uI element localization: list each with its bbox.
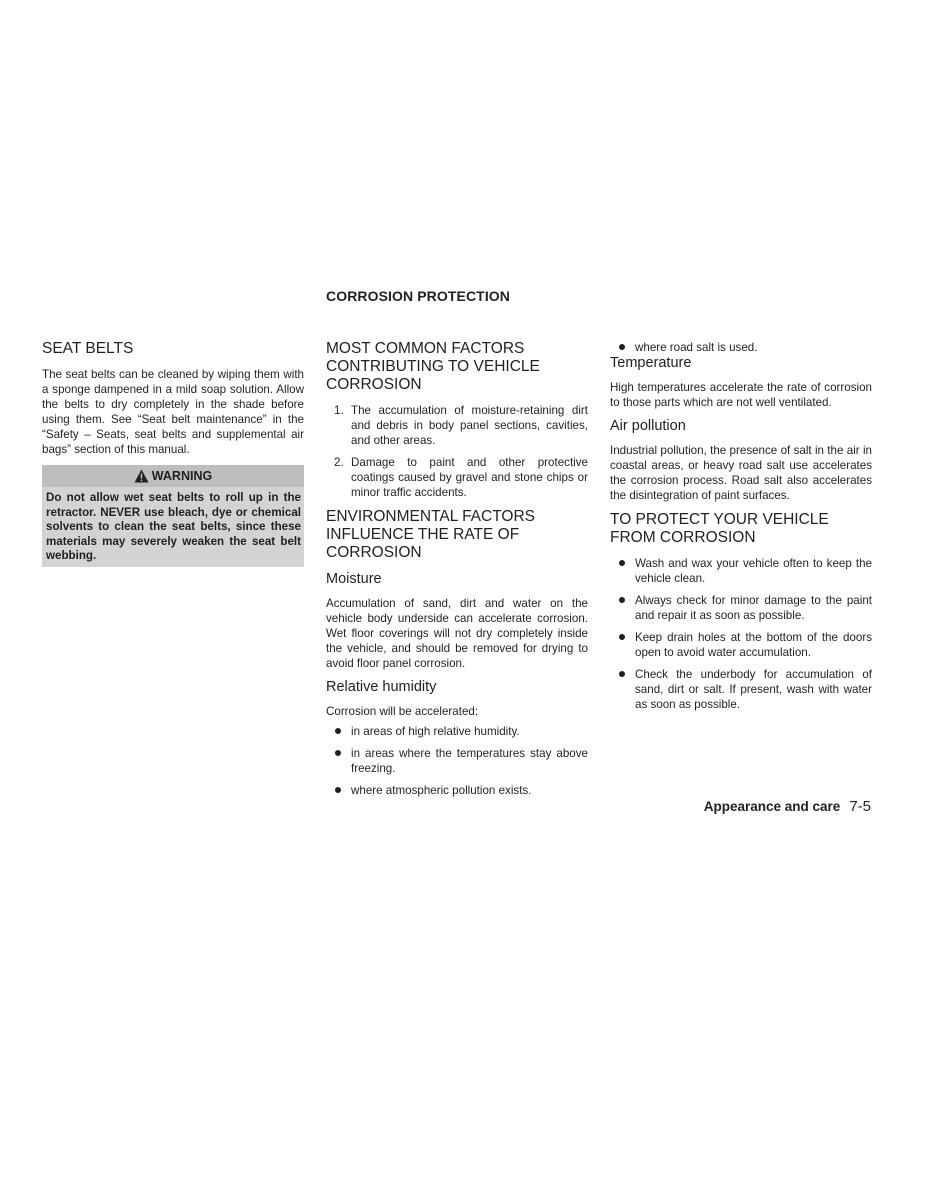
seat-belts-body: The seat belts can be cleaned by wiping them with a sponge dampened in a mild soap solution. Allow the belts to dry completely in the shade before using them. See “Seat belt maintenance” in the “Safety – Seats, seat belts and supplemental air bags” section of this manual. (42, 368, 304, 456)
list-item (326, 455, 588, 500)
air-pollution-heading: Air pollution (610, 418, 686, 434)
item-text: in areas where the temperatures stay above freezing. (351, 747, 588, 775)
warning-box (42, 465, 304, 567)
warning-label: WARNING (151, 469, 213, 483)
page-footer (704, 798, 871, 815)
bullet-dot-icon (619, 671, 625, 677)
bullet-dot-icon (335, 787, 341, 793)
bullet-dot-icon (619, 634, 625, 640)
footer-section-name: Appearance and care (703, 799, 841, 814)
item-text: where road salt is used. (635, 341, 758, 354)
humidity-intro: Corrosion will be accelerated: (326, 705, 479, 718)
bullet-dot-icon (335, 728, 341, 734)
column-environment (610, 340, 872, 720)
air-pollution-body: Industrial pollution, the presence of salt in the air in coastal areas, or heavy road salt use accelerates the corrosion process. Road salt also accelerates the disintegration of paint surfaces. (610, 444, 872, 502)
item-text: Always check for minor damage to the paint and repair it as soon as possible. (635, 594, 872, 622)
humidity-list (326, 724, 588, 798)
item-number: 2. (334, 456, 344, 469)
column-seat-belts (42, 340, 304, 567)
humidity-heading: Relative humidity (326, 679, 437, 695)
item-number: 1. (334, 404, 344, 417)
protect-list (610, 556, 872, 712)
seat-belts-heading: SEAT BELTS (42, 340, 134, 357)
item-text: Check the underbody for accumulation of sand, dirt or salt. If present, wash with water as soon as possible. (635, 668, 872, 711)
list-item (610, 593, 872, 623)
bullet-dot-icon (619, 597, 625, 603)
bullet-dot-icon (619, 344, 625, 350)
moisture-body: Accumulation of sand, dirt and water on the vehicle body underside can accelerate corrosion. Wet floor coverings will not dry completely inside the vehicle, and should be removed for drying to avoid floor panel corrosion. (326, 597, 588, 670)
temperature-body: High temperatures accelerate the rate of corrosion to those parts which are not well ventilated. (610, 381, 872, 409)
warning-text: Do not allow wet seat belts to roll up in the retractor. NEVER use bleach, dye or chemical solvents to clean the seat belts, since these materials may severely weaken the seat belt webbing. (46, 491, 301, 562)
bullet-dot-icon (335, 750, 341, 756)
warning-triangle-icon (134, 469, 149, 483)
list-item (610, 667, 872, 712)
item-text: Keep drain holes at the bottom of the doors open to avoid water accumulation. (635, 631, 872, 659)
bullet-dot-icon (619, 560, 625, 566)
list-item (326, 746, 588, 776)
item-text: where atmospheric pollution exists. (351, 784, 532, 797)
list-item (326, 783, 588, 798)
env-factors-heading: ENVIRONMENTAL FACTORS INFLUENCE THE RATE OF CORROSION (326, 508, 535, 561)
list-item (610, 556, 872, 586)
humidity-list-continued (610, 340, 872, 355)
common-factors-heading: MOST COMMON FACTORS CONTRIBUTING TO VEHICLE CORROSION (326, 340, 540, 393)
item-text: Damage to paint and other protective coatings caused by gravel and stone chips or minor traffic accidents. (351, 456, 588, 499)
section-title: CORROSION PROTECTION (326, 288, 511, 304)
page-number: 7-5 (849, 798, 871, 815)
temperature-heading: Temperature (610, 355, 692, 371)
item-text: in areas of high relative humidity. (351, 725, 520, 738)
list-item (610, 630, 872, 660)
protect-heading: TO PROTECT YOUR VEHICLE FROM CORROSION (610, 511, 829, 546)
common-factors-list (326, 403, 588, 500)
moisture-heading: Moisture (326, 571, 382, 587)
list-item (326, 724, 588, 739)
list-item (326, 403, 588, 448)
column-factors (326, 340, 588, 806)
item-text: Wash and wax your vehicle often to keep the vehicle clean. (635, 557, 872, 585)
warning-header (42, 465, 304, 487)
list-item (610, 340, 872, 355)
item-text: The accumulation of moisture-retaining dirt and debris in body panel sections, cavities, and other areas. (351, 404, 588, 447)
